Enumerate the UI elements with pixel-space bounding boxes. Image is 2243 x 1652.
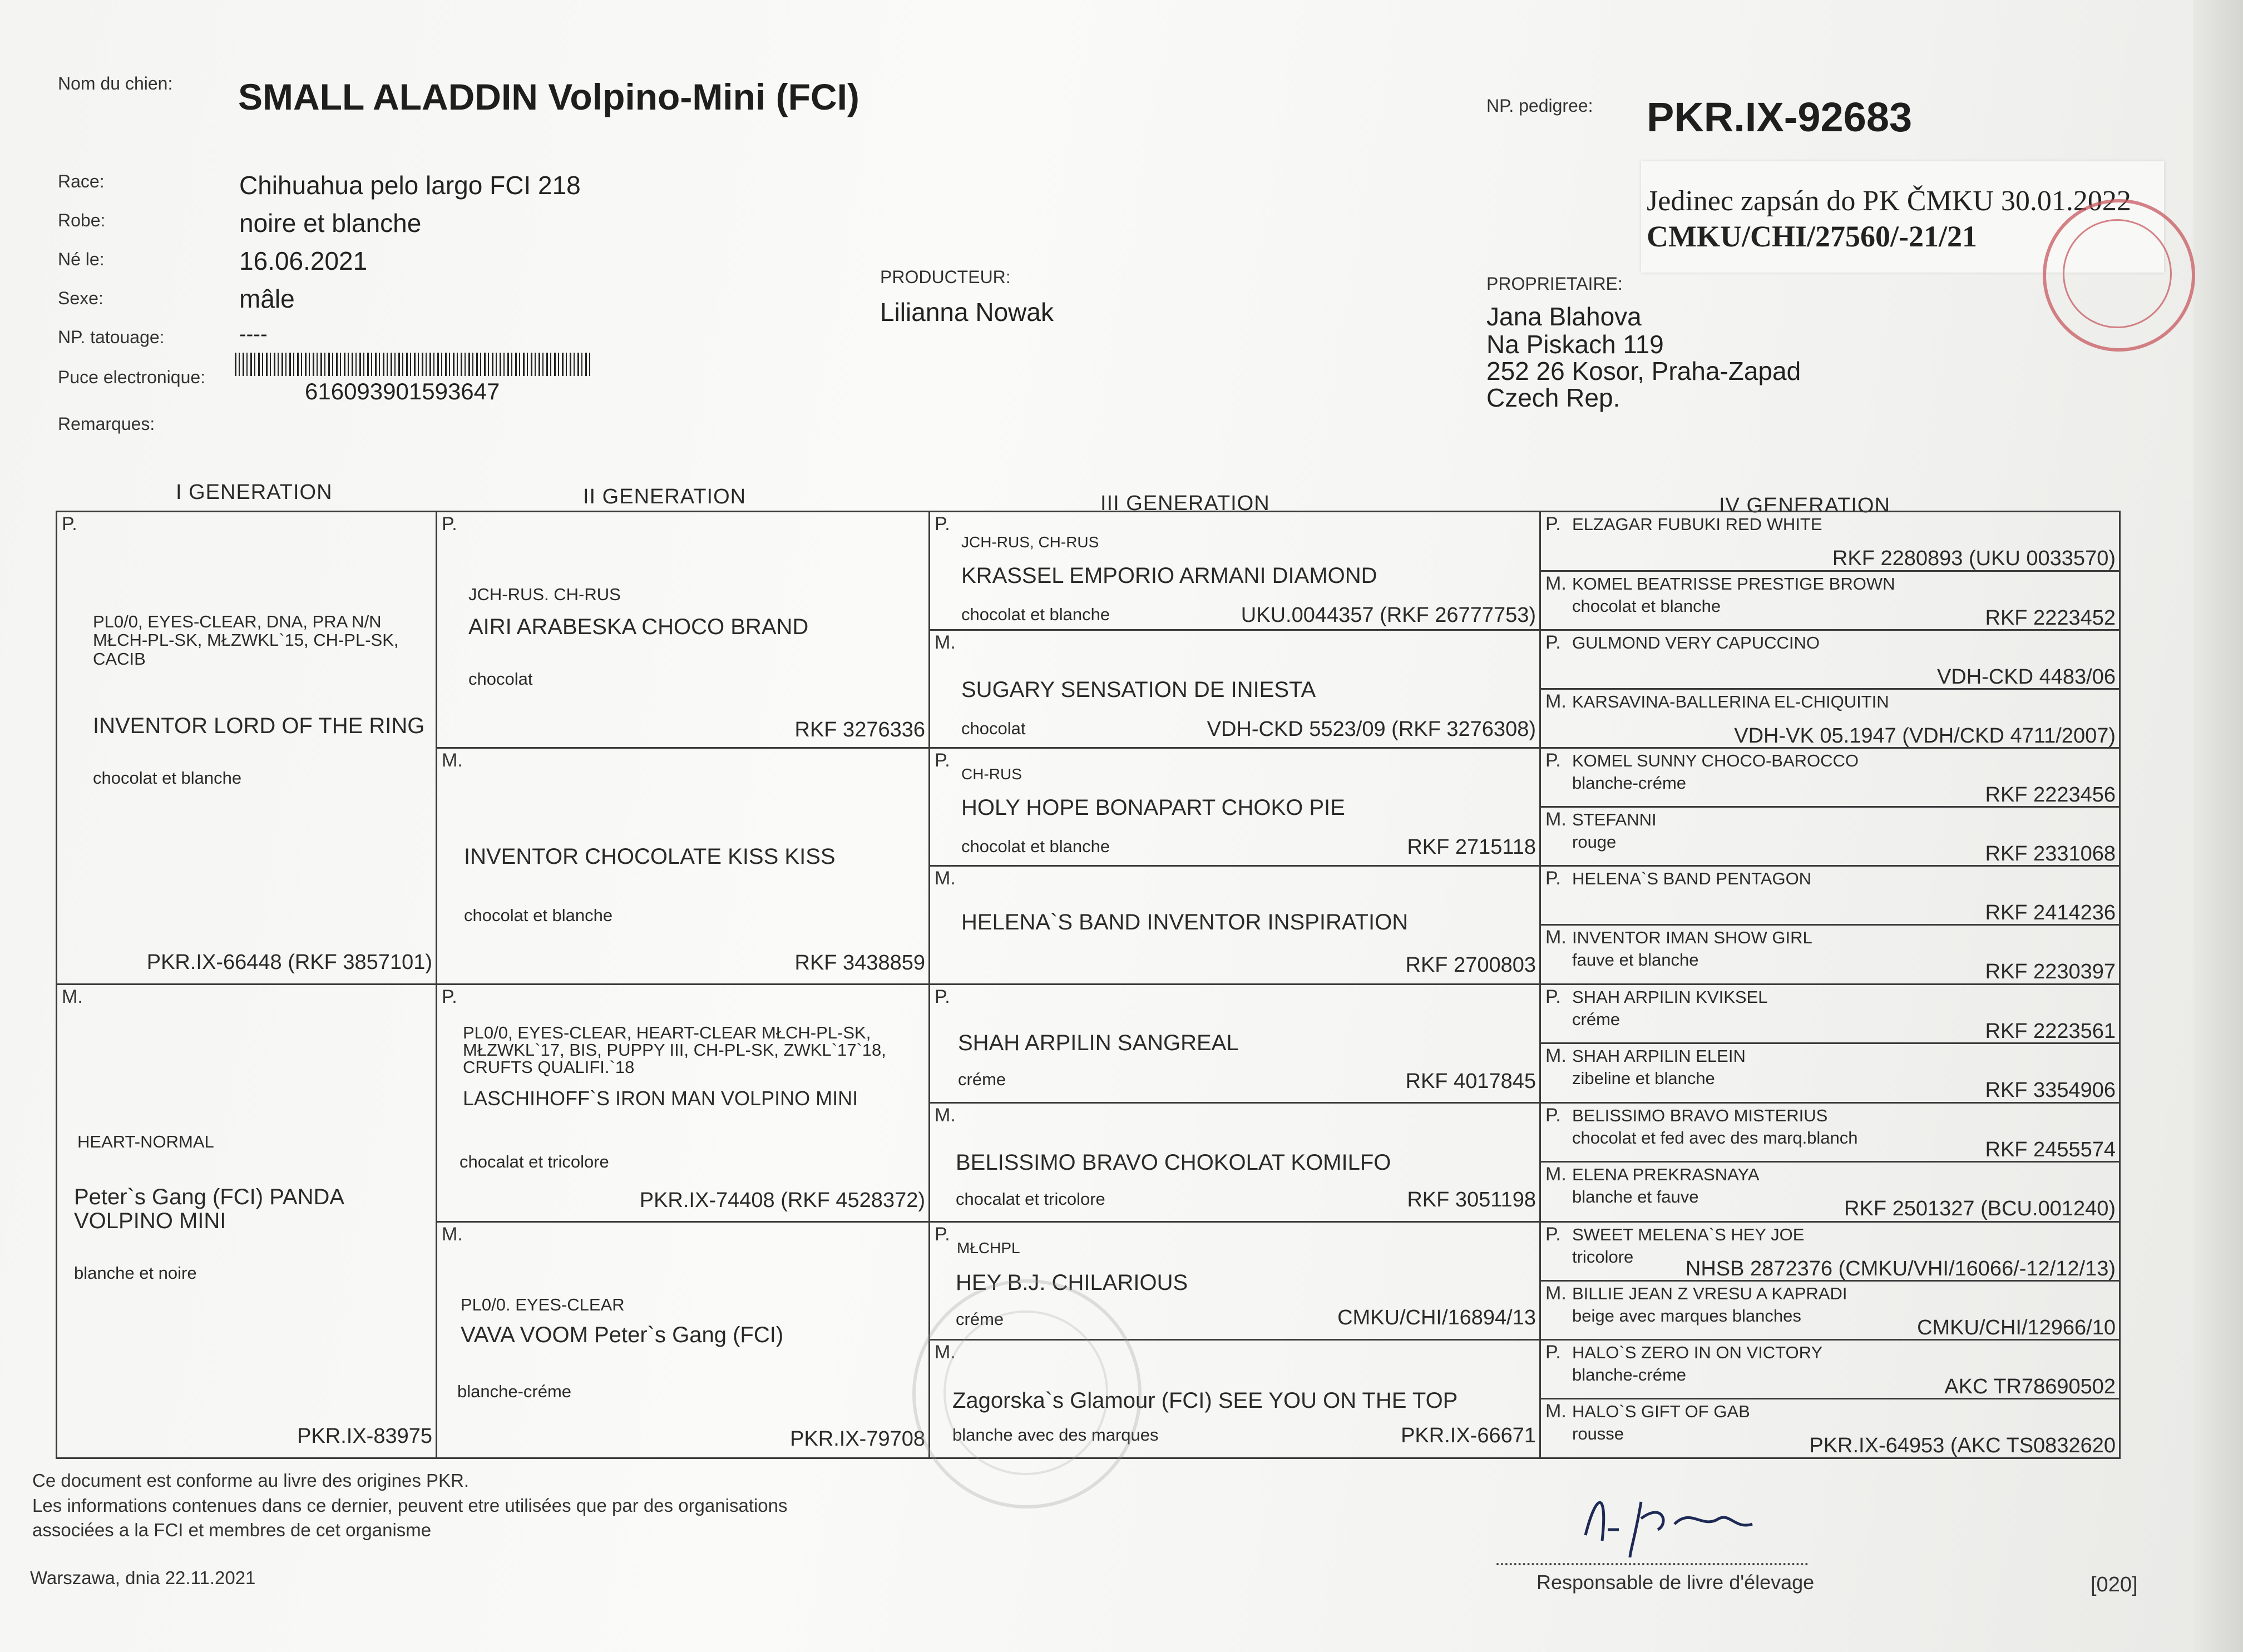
gen2-2-name: INVENTOR CHOCOLATE KISS KISS: [464, 844, 836, 869]
parent-marker: P.: [1545, 750, 1561, 771]
gen4-16-registration: PKR.IX-64953 (AKC TS0832620: [1809, 1434, 2116, 1457]
gen1-sire-registration: PKR.IX-66448 (RKF 3857101): [146, 951, 432, 974]
gen3-5-color: créme: [958, 1070, 1006, 1089]
born-label: Né le:: [58, 249, 105, 269]
gen4-cell-12: [1539, 1161, 2121, 1223]
gen2-2-color: chocolat et blanche: [464, 906, 613, 925]
gen4-15-color: blanche-créme: [1572, 1365, 1687, 1384]
pedigree-number-label: NP. pedigree:: [1486, 96, 1593, 116]
gen2-4-titles: PL0/0. EYES-CLEAR: [461, 1295, 625, 1314]
gen3-cell-3: [928, 747, 1541, 867]
parent-marker: M.: [1545, 573, 1567, 594]
gen4-5-color: blanche-créme: [1572, 773, 1687, 793]
gen3-2-name: SUGARY SENSATION DE INIESTA: [961, 677, 1316, 702]
gen3-3-registration: RKF 2715118: [1407, 835, 1536, 859]
gen1-dam-titles: HEART-NORMAL: [77, 1132, 214, 1151]
parent-marker: P.: [935, 986, 950, 1007]
gen3-6-color: chocalat et tricolore: [956, 1189, 1105, 1209]
producer-label: PRODUCTEUR:: [880, 267, 1011, 287]
gen4-6-registration: RKF 2331068: [1985, 842, 2116, 865]
gen4-6-color: rouge: [1572, 832, 1617, 852]
gen4-4-registration: VDH-VK 05.1947 (VDH/CKD 4711/2007): [1734, 724, 2116, 748]
gen4-8-registration: RKF 2230397: [1985, 960, 2116, 983]
robe-label: Robe:: [58, 210, 106, 230]
gen4-10-name: SHAH ARPILIN ELEIN: [1572, 1046, 1746, 1066]
gen2-4-registration: PKR.IX-79708: [790, 1427, 925, 1451]
gen4-14-name: BILLIE JEAN Z VRESU A KAPRADI: [1572, 1284, 1847, 1303]
gen2-cell-2: [436, 747, 930, 985]
gen4-cell-1: [1539, 511, 2121, 572]
gen3-6-name: BELISSIMO BRAVO CHOKOLAT KOMILFO: [956, 1150, 1391, 1175]
embossed-seal: [912, 1279, 1142, 1508]
parent-marker: M.: [1545, 1283, 1567, 1304]
parent-marker: P.: [1545, 1105, 1561, 1126]
gen2-1-titles: JCH-RUS. CH-RUS: [468, 585, 621, 604]
gen4-2-registration: RKF 2223452: [1985, 606, 2116, 630]
generation-1-header: I GENERATION: [176, 481, 333, 504]
race-value: Chihuahua pelo largo FCI 218: [239, 171, 581, 200]
gen4-7-registration: RKF 2414236: [1985, 901, 2116, 924]
gen2-3-color: chocalat et tricolore: [460, 1152, 609, 1171]
owner-label: PROPRIETAIRE:: [1486, 274, 1623, 294]
place-date: Warszawa, dnia 22.11.2021: [30, 1567, 256, 1588]
chip-barcode: [235, 353, 591, 376]
page-edge: [2193, 0, 2243, 1652]
parent-marker: P.: [1545, 1342, 1561, 1363]
gen2-cell-4: [436, 1221, 930, 1459]
gen3-3-name: HOLY HOPE BONAPART CHOKO PIE: [961, 795, 1345, 820]
signature-label: Responsable de livre d'élevage: [1536, 1571, 1815, 1594]
gen2-4-color: blanche-créme: [457, 1382, 572, 1401]
gen4-13-name: SWEET MELENA`S HEY JOE: [1572, 1225, 1805, 1244]
gen3-1-titles: JCH-RUS, CH-RUS: [961, 533, 1099, 551]
registration-line-1: Jedinec zapsán do PK ČMKU 30.01.2022: [1647, 185, 2131, 217]
footer-note: [32, 1468, 788, 1543]
gen4-3-name: GULMOND VERY CAPUCCINO: [1572, 633, 1820, 652]
gen3-7-titles: MŁCHPL: [957, 1239, 1020, 1257]
gen4-cell-14: [1539, 1280, 2121, 1341]
born-value: 16.06.2021: [239, 246, 368, 275]
gen4-cell-10: [1539, 1042, 2121, 1104]
parent-marker: P.: [1545, 986, 1561, 1007]
gen4-8-color: fauve et blanche: [1572, 950, 1699, 970]
producer-name: Lilianna Nowak: [880, 298, 1054, 327]
sex-label: Sexe:: [58, 288, 103, 308]
usage-text-2: associées a la FCI et membres de cet organisme: [32, 1520, 432, 1541]
dog-name: SMALL ALADDIN Volpino-Mini (FCI): [238, 76, 859, 117]
gen3-cell-5: [928, 983, 1541, 1104]
signature-line: [1496, 1563, 1808, 1565]
gen1-dam-registration: PKR.IX-83975: [297, 1425, 432, 1448]
parent-marker: P.: [1545, 868, 1561, 889]
gen4-10-registration: RKF 3354906: [1985, 1079, 2116, 1102]
gen4-16-color: rousse: [1572, 1424, 1624, 1443]
gen4-5-name: KOMEL SUNNY CHOCO-BAROCCO: [1572, 751, 1859, 770]
owner-line-1: Jana Blahova: [1486, 302, 1642, 331]
gen3-7-name: HEY B.J. CHILARIOUS: [956, 1270, 1188, 1295]
gen3-cell-6: [928, 1102, 1541, 1223]
gen4-10-color: zibeline et blanche: [1572, 1069, 1715, 1088]
parent-marker: P.: [442, 513, 457, 535]
gen4-5-registration: RKF 2223456: [1985, 783, 2116, 807]
generation-4-header: IV GENERATION: [1719, 494, 1890, 517]
gen4-2-name: KOMEL BEATRISSE PRESTIGE BROWN: [1572, 574, 1895, 593]
gen3-4-name: HELENA`S BAND INVENTOR INSPIRATION: [961, 910, 1409, 934]
tattoo-value: ----: [239, 323, 268, 346]
race-label: Race:: [58, 171, 105, 191]
gen4-cell-9: [1539, 983, 2121, 1044]
parent-marker: M.: [1545, 1164, 1567, 1185]
gen3-5-registration: RKF 4017845: [1405, 1070, 1536, 1093]
parent-marker: P.: [62, 513, 77, 535]
parent-marker: M.: [935, 632, 956, 653]
gen4-15-registration: AKC TR78690502: [1944, 1375, 2116, 1398]
gen4-cell-7: [1539, 865, 2121, 926]
owner-line-2: Na Piskach 119: [1486, 330, 1664, 359]
gen3-7-registration: CMKU/CHI/16894/13: [1337, 1306, 1536, 1329]
gen4-9-registration: RKF 2223561: [1985, 1020, 2116, 1043]
gen4-cell-6: [1539, 806, 2121, 867]
gen4-cell-2: [1539, 570, 2121, 631]
gen2-2-registration: RKF 3438859: [794, 951, 925, 975]
gen4-cell-8: [1539, 924, 2121, 985]
gen4-cell-16: [1539, 1398, 2121, 1459]
gen4-4-name: KARSAVINA-BALLERINA EL-CHIQUITIN: [1572, 692, 1889, 711]
chip-number: 616093901593647: [305, 378, 500, 404]
gen4-9-name: SHAH ARPILIN KVIKSEL: [1572, 987, 1768, 1007]
gen2-cell-3: [436, 983, 930, 1223]
gen4-14-color: beige avec marques blanches: [1572, 1306, 1801, 1325]
parent-marker: M.: [442, 1224, 463, 1245]
gen4-12-name: ELENA PREKRASNAYA: [1572, 1165, 1760, 1184]
parent-marker: P.: [935, 1224, 950, 1245]
tattoo-label: NP. tatouage:: [58, 327, 165, 347]
parent-marker: M.: [1545, 1401, 1567, 1422]
gen4-6-name: STEFANNI: [1572, 810, 1657, 829]
parent-marker: P.: [935, 513, 950, 535]
gen2-cell-1: [436, 511, 930, 749]
parent-marker: P.: [1545, 513, 1561, 535]
gen3-4-registration: RKF 2700803: [1405, 953, 1536, 977]
chip-label: Puce electronique:: [58, 367, 206, 387]
gen4-cell-4: [1539, 688, 2121, 749]
gen1-dam-cell: [56, 983, 437, 1459]
parent-marker: M.: [1545, 809, 1567, 830]
stud-book-red-stamp: [2043, 199, 2195, 352]
gen3-1-registration: UKU.0044357 (RKF 26777753): [1241, 604, 1536, 627]
parent-marker: P.: [935, 750, 950, 771]
gen3-5-name: SHAH ARPILIN SANGREAL: [958, 1031, 1239, 1055]
gen2-3-name: LASCHIHOFF`S IRON MAN VOLPINO MINI: [463, 1087, 858, 1110]
parent-marker: M.: [1545, 691, 1567, 712]
conformity-text: Ce document est conforme au livre des origines PKR.: [32, 1470, 470, 1491]
parent-marker: P.: [1545, 632, 1561, 653]
gen4-3-registration: VDH-CKD 4483/06: [1936, 665, 2116, 689]
form-code: [020]: [2091, 1573, 2138, 1596]
gen4-cell-3: [1539, 629, 2121, 690]
gen4-11-name: BELISSIMO BRAVO MISTERIUS: [1572, 1106, 1828, 1125]
gen3-cell-2: [928, 629, 1541, 749]
gen3-3-titles: CH-RUS: [961, 765, 1022, 783]
generation-2-header: II GENERATION: [583, 485, 747, 508]
dog-name-label: Nom du chien:: [58, 73, 173, 93]
gen4-cell-15: [1539, 1339, 2121, 1399]
gen4-1-name: ELZAGAR FUBUKI RED WHITE: [1572, 515, 1822, 534]
gen4-13-registration: NHSB 2872376 (CMKU/VHI/16066/-12/12/13): [1685, 1257, 2116, 1280]
remarks-label: Remarques:: [58, 414, 155, 434]
gen3-1-name: KRASSEL EMPORIO ARMANI DIAMOND: [961, 563, 1377, 588]
gen4-12-registration: RKF 2501327 (BCU.001240): [1844, 1197, 2116, 1220]
gen4-8-name: INVENTOR IMAN SHOW GIRL: [1572, 928, 1812, 947]
gen3-2-color: chocolat: [961, 719, 1026, 738]
gen4-11-registration: RKF 2455574: [1985, 1138, 2116, 1161]
gen2-1-registration: RKF 3276336: [794, 718, 925, 741]
usage-text-1: Les informations contenues dans ce dernier, peuvent etre utilisées que par des organisations: [32, 1495, 788, 1516]
parent-marker: M.: [935, 1342, 956, 1363]
gen3-6-registration: RKF 3051198: [1407, 1188, 1536, 1211]
gen4-2-color: chocolat et blanche: [1572, 596, 1721, 616]
gen3-cell-1: [928, 511, 1541, 631]
generation-3-header: III GENERATION: [1100, 492, 1270, 515]
gen3-2-registration: VDH-CKD 5523/09 (RKF 3276308): [1207, 718, 1536, 741]
owner-line-3: 252 26 Kosor, Praha-Zapad: [1486, 357, 1801, 385]
gen2-3-titles: PL0/0, EYES-CLEAR, HEART-CLEAR MŁCH-PL-SK, MŁZWKL`17, BIS, PUPPY III, CH-PL-SK, ZWKL`17`18, CRUFTS QUALIFI.`18: [463, 1023, 886, 1077]
gen4-9-color: créme: [1572, 1010, 1621, 1029]
gen4-14-registration: CMKU/CHI/12966/10: [1917, 1316, 2116, 1339]
gen1-sire-name: INVENTOR LORD OF THE RING: [93, 714, 425, 738]
gen3-8-color: blanche avec des marques: [952, 1425, 1159, 1445]
gen2-1-color: chocolat: [468, 669, 533, 689]
gen1-dam-name: Peter`s Gang (FCI) PANDA VOLPINO MINI: [74, 1185, 343, 1234]
owner-line-4: Czech Rep.: [1486, 383, 1621, 412]
sex-value: mâle: [239, 284, 295, 313]
gen2-1-name: AIRI ARABESKA CHOCO BRAND: [468, 615, 809, 639]
parent-marker: P.: [442, 986, 457, 1007]
gen1-sire-titles: PL0/0, EYES-CLEAR, DNA, PRA N/N MŁCH-PL-SK, MŁZWKL`15, CH-PL-SK, CACIB: [93, 612, 399, 669]
parent-marker: M.: [62, 986, 83, 1007]
gen4-13-color: tricolore: [1572, 1247, 1634, 1267]
gen4-cell-11: [1539, 1102, 2121, 1163]
gen3-cell-4: [928, 865, 1541, 985]
gen3-1-color: chocolat et blanche: [961, 605, 1110, 624]
gen4-cell-5: [1539, 747, 2121, 808]
gen3-7-color: créme: [956, 1309, 1004, 1329]
gen4-cell-13: [1539, 1221, 2121, 1282]
gen4-12-color: blanche et fauve: [1572, 1187, 1699, 1206]
parent-marker: M.: [1545, 1045, 1567, 1066]
gen1-dam-color: blanche et noire: [74, 1263, 197, 1283]
gen4-7-name: HELENA`S BAND PENTAGON: [1572, 869, 1812, 888]
parent-marker: M.: [442, 750, 463, 771]
gen1-sire-color: chocolat et blanche: [93, 768, 242, 788]
gen3-3-color: chocolat et blanche: [961, 837, 1110, 856]
parent-marker: M.: [1545, 927, 1567, 948]
gen4-15-name: HALO`S ZERO IN ON VICTORY: [1572, 1343, 1823, 1362]
gen1-sire-cell: [56, 511, 437, 985]
parent-marker: M.: [935, 1105, 956, 1126]
gen3-8-name: Zagorska`s Glamour (FCI) SEE YOU ON THE TOP: [952, 1388, 1458, 1413]
registration-line-2: CMKU/CHI/27560/-21/21: [1647, 220, 1977, 253]
gen2-3-registration: PKR.IX-74408 (RKF 4528372): [639, 1189, 925, 1212]
gen4-16-name: HALO`S GIFT OF GAB: [1572, 1402, 1750, 1421]
gen4-1-registration: RKF 2280893 (UKU 0033570): [1832, 547, 2116, 570]
signature: [1574, 1468, 1786, 1563]
gen3-8-registration: PKR.IX-66671: [1401, 1424, 1536, 1447]
gen4-11-color: chocolat et fed avec des marq.blanch: [1572, 1128, 1858, 1148]
parent-marker: P.: [1545, 1224, 1561, 1245]
pedigree-number: PKR.IX-92683: [1647, 94, 1913, 140]
gen2-4-name: VAVA VOOM Peter`s Gang (FCI): [461, 1323, 784, 1347]
robe-value: noire et blanche: [239, 209, 422, 238]
parent-marker: M.: [935, 868, 956, 889]
